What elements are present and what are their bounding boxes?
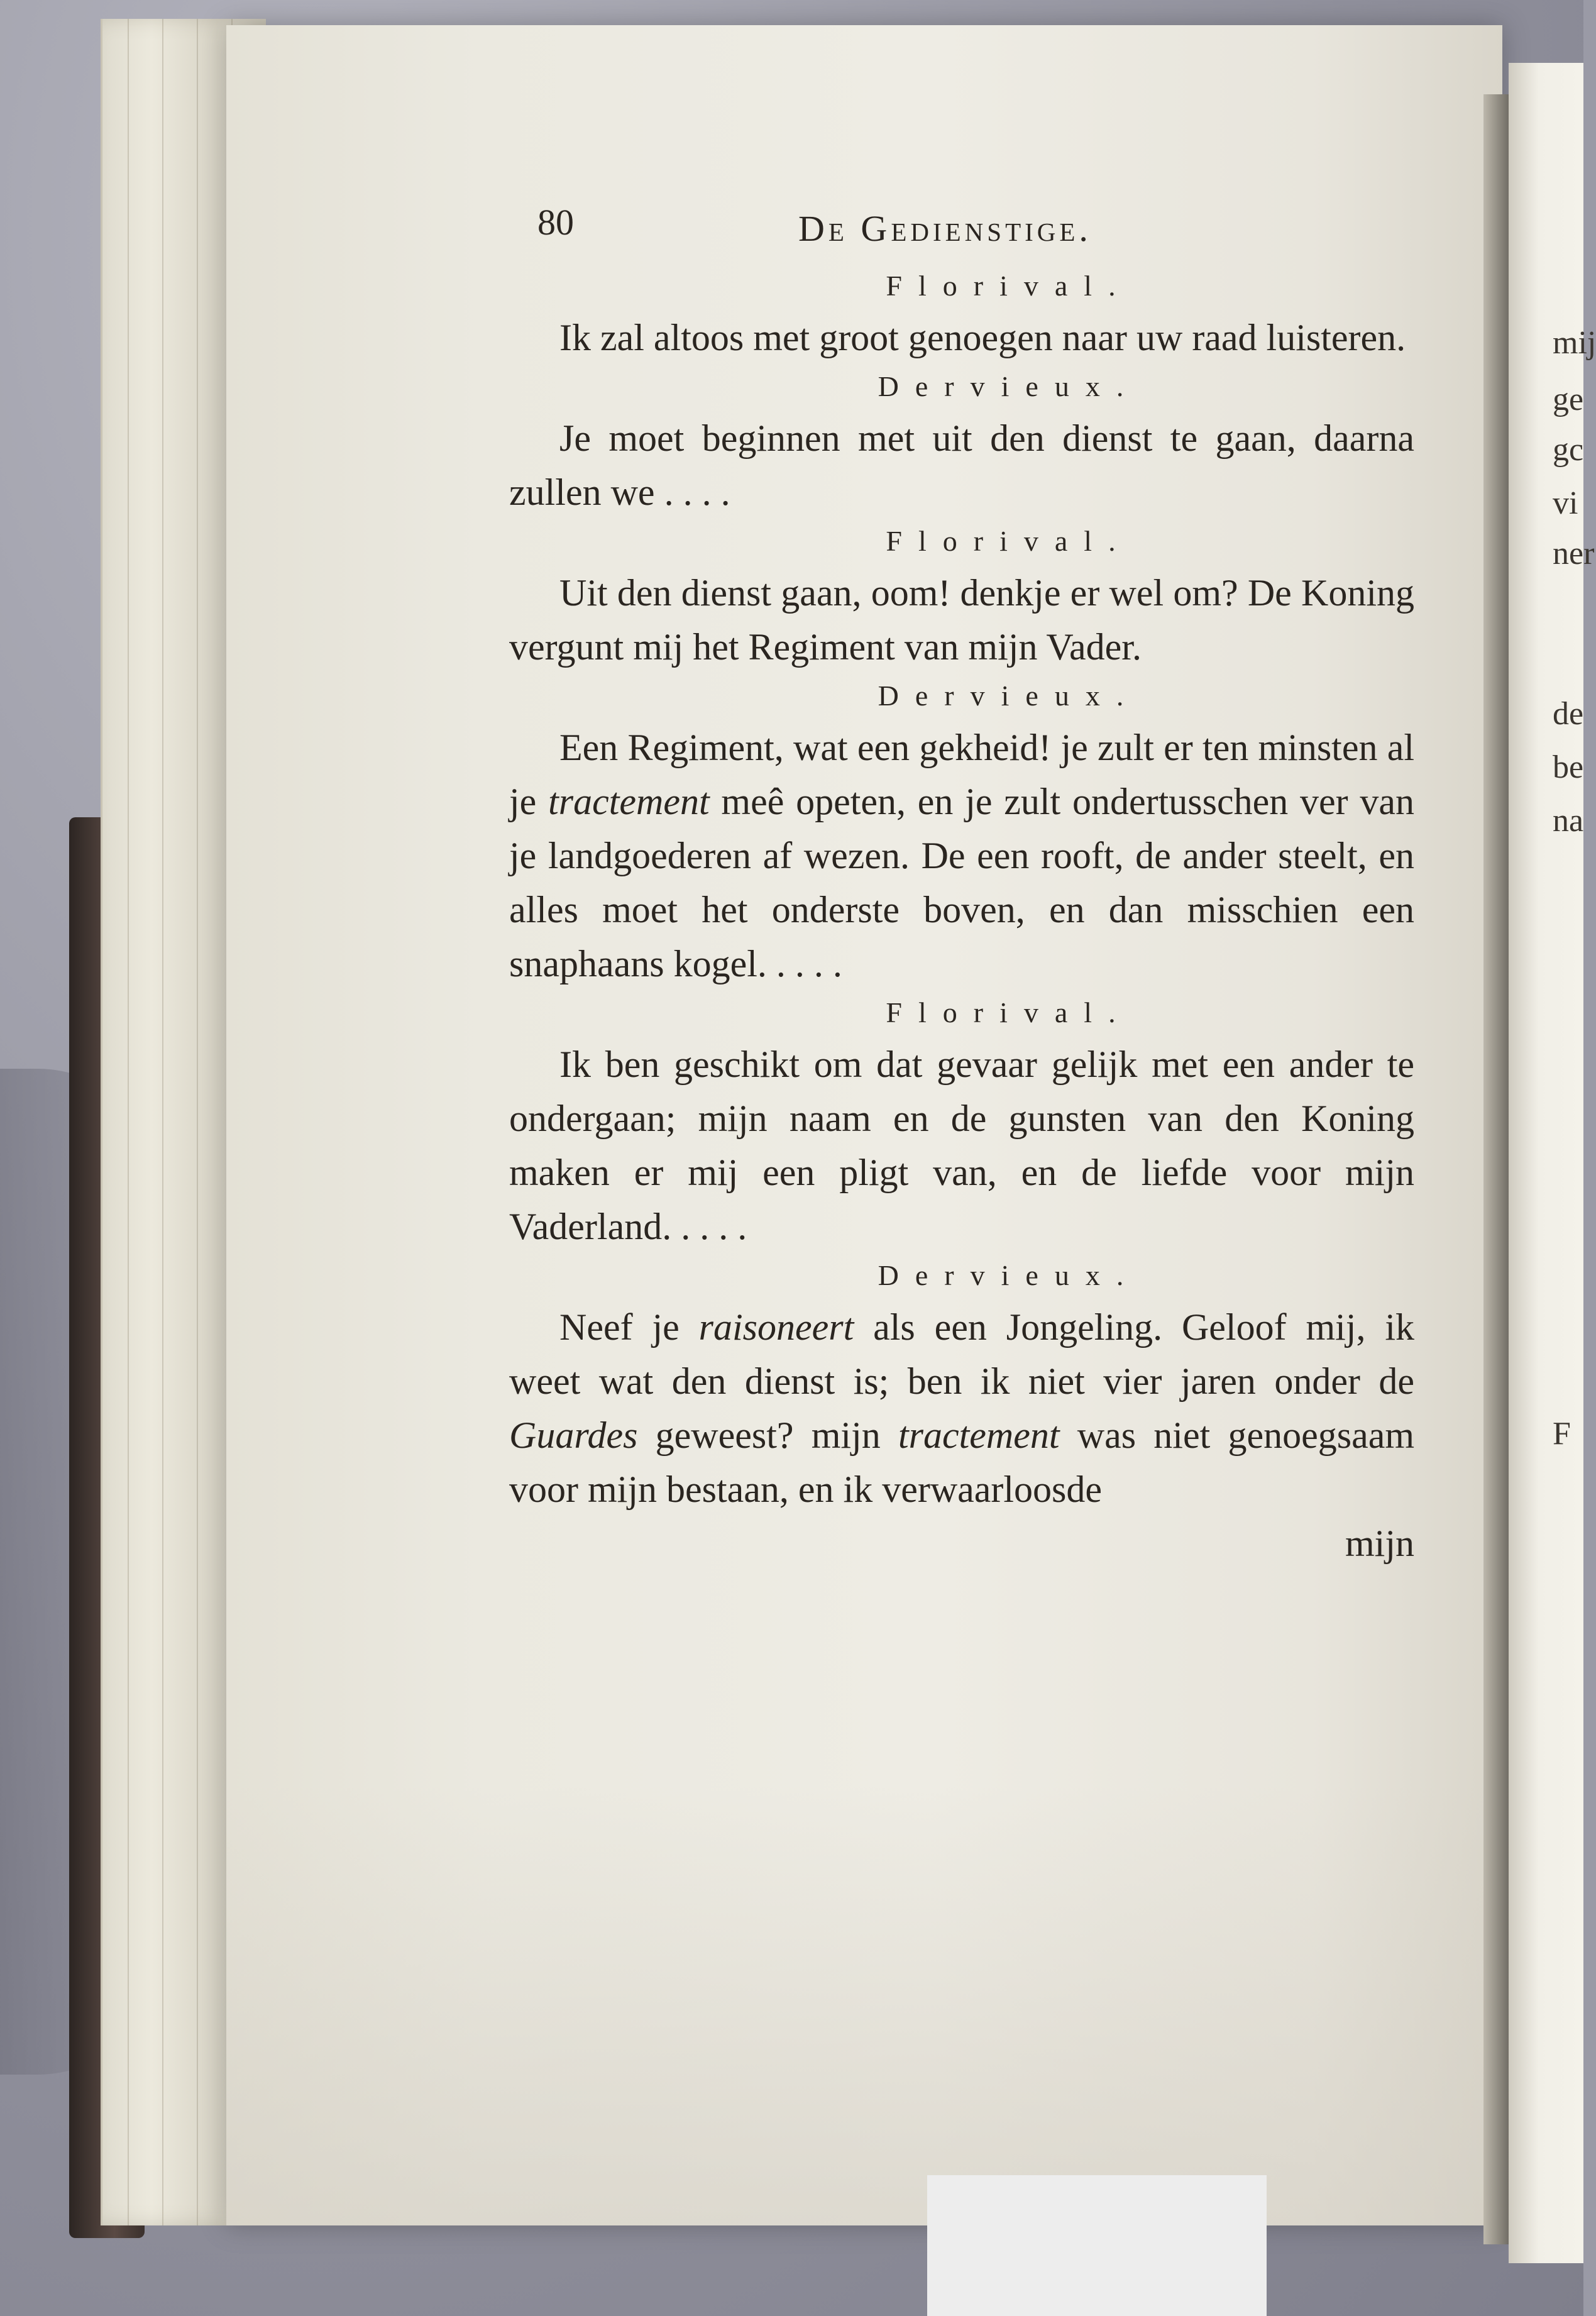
speech-text: Uit den dienst gaan, oom! denkje er wel om? De Koning vergunt mij het Regiment van mijn Vader. xyxy=(509,572,1414,668)
page-shadow xyxy=(226,1785,1502,2225)
speech-segment: meê opeten, en je zult ondertusschen ver van je landgoederen af wezen. De een rooft, de ander steelt, en alles moet het onderste boven, en dan misschien een snaphaans kogel. . . . . xyxy=(509,781,1414,984)
speaker-name: Dervieux. xyxy=(878,370,1140,402)
speaker-name: Florival. xyxy=(886,996,1132,1028)
speech-text: Ik ben geschikt om dat gevaar gelijk met een ander te ondergaan; mijn naam en de gunsten van den Koning maken er mij een pligt van, en de liefde voor mijn Vaderland. . . . . xyxy=(509,1044,1414,1247)
redaction-block xyxy=(927,2175,1267,2316)
running-head xyxy=(503,189,1414,264)
speech-segment: Een Regiment, wat een gekheid! je zult er ten minsten al je xyxy=(509,727,1414,822)
speech-segment: was niet genoegsaam voor mijn bestaan, en ik verwaarloosde xyxy=(509,1414,1414,1510)
catchword: mijn xyxy=(1345,1523,1414,1564)
speech-italic-segment: tractement xyxy=(898,1414,1060,1456)
speaker-name: Dervieux. xyxy=(878,680,1140,712)
page-edge-line xyxy=(197,19,198,2225)
page-edge-line xyxy=(162,19,163,2225)
speech-italic-segment: raisoneert xyxy=(698,1306,854,1348)
speech-segment: Neef je xyxy=(559,1306,699,1348)
speech-text: Je moet beginnen met uit den dienst te gaan, daarna zullen we . . . . xyxy=(509,417,1414,513)
speaker-name: Dervieux. xyxy=(878,1259,1140,1291)
page-number: 80 xyxy=(537,202,574,243)
speaker-name: Florival. xyxy=(886,270,1132,302)
page-text xyxy=(503,189,1414,1570)
speech-segment: geweest? mijn xyxy=(637,1414,898,1456)
facing-page-fragment: na xyxy=(1553,803,1584,839)
facing-page-fragment: vi xyxy=(1553,485,1578,521)
speech-italic-segment: tractement xyxy=(548,781,710,822)
speech-text: Ik zal altoos met groot genoegen naar uw raad luisteren. xyxy=(559,317,1406,358)
speech-segment: als een Jongeling. Geloof mij, ik weet wat den dienst is; ben ik niet vier jaren onder de xyxy=(509,1306,1414,1402)
facing-page-fragment: be xyxy=(1553,749,1584,785)
facing-page-fragment: F xyxy=(1553,1416,1571,1452)
page-edge-line xyxy=(128,19,129,2225)
speech-italic-segment: Guardes xyxy=(509,1414,638,1456)
facing-page-fragment: mij xyxy=(1553,325,1596,361)
facing-page-fragment: gc xyxy=(1553,432,1584,468)
running-title: De Gedienstige. xyxy=(798,208,1092,249)
speaker-name: Florival. xyxy=(886,525,1132,557)
speech-text xyxy=(503,720,1414,991)
facing-page-fragment: ge xyxy=(1553,382,1584,417)
facing-page-fragment: ner xyxy=(1553,536,1595,571)
facing-page-fragment: de xyxy=(1553,696,1584,732)
speech-text xyxy=(503,1300,1414,1516)
